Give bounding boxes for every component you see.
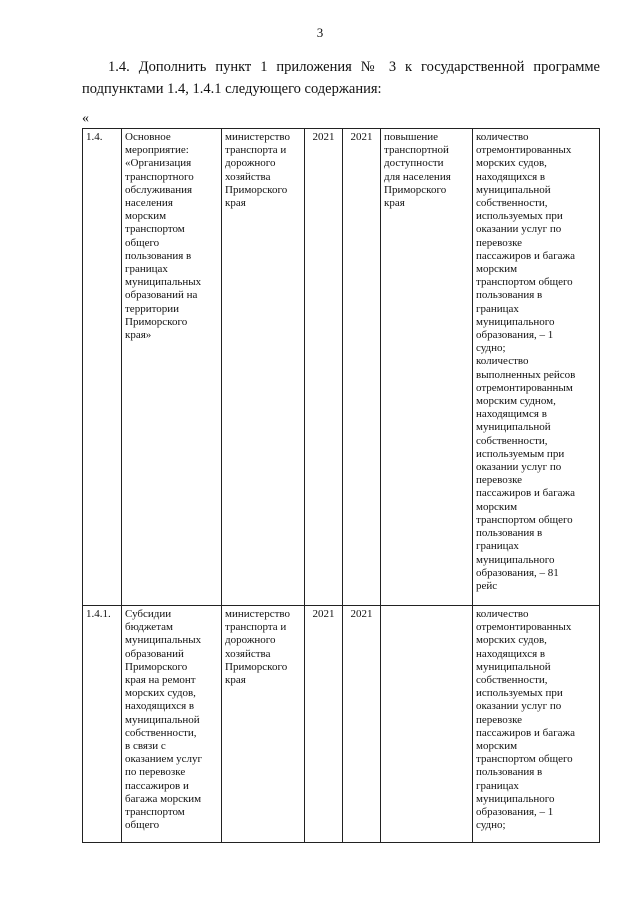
program-table	[82, 128, 600, 843]
row-number-cell: 1.4.	[83, 129, 122, 606]
start-year-cell: 2021	[305, 606, 343, 843]
opening-quote: «	[82, 111, 89, 126]
measure-name-cell: Основное мероприятие: «Организация транспортного обслуживания населения морским транспортом общего пользования в границах муниципальных образований на территории Приморского края»	[122, 129, 222, 606]
end-year-cell: 2021	[343, 606, 381, 843]
end-year-cell: 2021	[343, 129, 381, 606]
executor-cell: министерство транспорта и дорожного хозяйства Приморского края	[222, 129, 305, 606]
measure-name-cell: Субсидии бюджетам муниципальных образований Приморского края на ремонт морских судов, находящихся в муниципальной собственности, в связи с оказанием услуг по перевозке пассажиров и багажа морским транспортом общего	[122, 606, 222, 843]
expected-result-cell	[381, 606, 473, 843]
indicator-cell: количество отремонтированных морских судов, находящихся в муниципальной собственности, используемых при оказании услуг по перевозке пассажиров и багажа морским транспортом общего пользования в границах муниципального образования, – 1 судно; количество выполненных рейсов отремонтированным морским судном, находящимся в муниципальной собственности, используемым при оказании услуг по перевозке пассажиров и багажа морским транспортом общего пользования в границах муниципального образования, – 81 рейс	[473, 129, 600, 606]
page-number: 3	[316, 25, 324, 40]
indicator-cell: количество отремонтированных морских судов, находящихся в муниципальной собственности, используемых при оказании услуг по перевозке пассажиров и багажа морским транспортом общего пользования в границах муниципального образования, – 1 судно;	[473, 606, 600, 843]
expected-result-cell: повышение транспортной доступности для населения Приморского края	[381, 129, 473, 606]
executor-cell: министерство транспорта и дорожного хозяйства Приморского края	[222, 606, 305, 843]
intro-line-2: подпунктами 1.4, 1.4.1 следующего содержания:	[82, 81, 382, 97]
table-row	[83, 129, 600, 606]
intro-line-1: 1.4. Дополнить пункт 1 приложения № 3 к государственной программе	[108, 59, 600, 75]
intro-paragraph	[82, 56, 600, 100]
row-number-cell: 1.4.1.	[83, 606, 122, 843]
start-year-cell: 2021	[305, 129, 343, 606]
table-row	[83, 606, 600, 843]
